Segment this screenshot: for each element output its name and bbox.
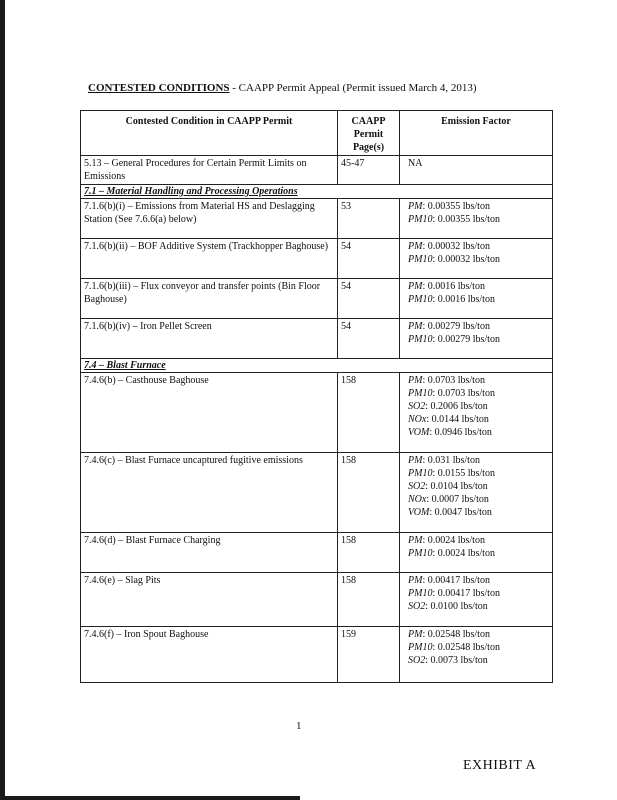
pollutant-label: PM (408, 575, 423, 586)
factor-value: : 0.0155 lbs/ton (432, 468, 495, 479)
factor-value: : 0.00355 lbs/ton (422, 201, 490, 212)
header-condition: Contested Condition in CAAPP Permit (81, 111, 338, 156)
factor-value: : 0.0946 lbs/ton (429, 427, 492, 438)
table-header-row (81, 111, 553, 156)
pollutant-label: PM (408, 201, 423, 212)
factor-line (408, 400, 549, 413)
header-pages: CAAPP Permit Page(s) (338, 111, 400, 156)
condition-cell: 7.1.6(b)(ii) – BOF Additive System (Trackhopper Baghouse) (81, 239, 338, 279)
pages-cell: 158 (338, 573, 400, 627)
scan-left-edge (0, 0, 5, 800)
pollutant-label: PM (408, 375, 423, 386)
section-row (81, 185, 553, 199)
factor-value: : 0.0073 lbs/ton (425, 655, 488, 666)
factor-value: : 0.0016 lbs/ton (432, 294, 495, 305)
factor-line (408, 467, 549, 480)
factor-cell (400, 573, 553, 627)
pollutant-label: SO2 (408, 401, 426, 412)
pollutant-label: PM (408, 241, 423, 252)
factor-line (408, 387, 549, 400)
factor-line (408, 374, 549, 387)
factor-line (408, 426, 549, 439)
factor-line (408, 506, 549, 519)
factor-line (408, 320, 549, 333)
exhibit-label: EXHIBIT A (463, 758, 537, 773)
pollutant-label: NOx (408, 414, 427, 425)
factor-value: : 0.00417 lbs/ton (422, 575, 490, 586)
table-row (81, 156, 553, 185)
pollutant-label: PM (408, 281, 423, 292)
pollutant-label: VOM (408, 507, 430, 518)
factor-cell (400, 373, 553, 453)
pollutant-label: PM10 (408, 588, 433, 599)
pages-cell: 158 (338, 533, 400, 573)
section-title: 7.4 – Blast Furnace (81, 359, 553, 373)
factor-cell (400, 533, 553, 573)
factor-line (408, 628, 549, 641)
factor-line (408, 413, 549, 426)
condition-cell: 7.4.6(e) – Slag Pits (81, 573, 338, 627)
pollutant-label: PM10 (408, 388, 433, 399)
condition-cell: 7.1.6(b)(i) – Emissions from Material HS and Deslagging Station (See 7.6.6(a) below) (81, 199, 338, 239)
factor-line (408, 493, 549, 506)
factor-value: : 0.00279 lbs/ton (422, 321, 490, 332)
pollutant-label: SO2 (408, 601, 426, 612)
factor-value: : 0.0703 lbs/ton (422, 375, 485, 386)
factor-line (408, 253, 549, 266)
document-heading (88, 82, 477, 94)
condition-cell: 7.1.6(b)(iv) – Iron Pellet Screen (81, 319, 338, 359)
pages-cell: 54 (338, 319, 400, 359)
factor-line (408, 480, 549, 493)
section-row (81, 359, 553, 373)
pollutant-label: PM10 (408, 214, 433, 225)
factor-value: : 0.00355 lbs/ton (432, 214, 500, 225)
factor-cell (400, 627, 553, 683)
factor-cell (400, 319, 553, 359)
factor-value: : 0.0100 lbs/ton (425, 601, 488, 612)
pollutant-label: VOM (408, 427, 430, 438)
pollutant-label: PM (408, 629, 423, 640)
factor-line (408, 547, 549, 560)
condition-cell: 7.4.6(d) – Blast Furnace Charging (81, 533, 338, 573)
pollutant-label: SO2 (408, 481, 426, 492)
pages-cell: 158 (338, 373, 400, 453)
factor-line (408, 240, 549, 253)
factor-line (408, 600, 549, 613)
pages-cell: 53 (338, 199, 400, 239)
factor-line (408, 213, 549, 226)
factor-line (408, 587, 549, 600)
factor-line (408, 654, 549, 667)
factor-line (408, 200, 549, 213)
pollutant-label: PM10 (408, 642, 433, 653)
condition-cell: 7.1.6(b)(iii) – Flux conveyor and transfer points (Bin Floor Baghouse) (81, 279, 338, 319)
pollutant-label: NOx (408, 494, 427, 505)
factor-line (408, 534, 549, 547)
factor-line (408, 641, 549, 654)
factor-line (408, 293, 549, 306)
table-row (81, 319, 553, 359)
factor-value: : 0.00417 lbs/ton (432, 588, 500, 599)
section-title: 7.1 – Material Handling and Processing Operations (81, 185, 553, 199)
pages-cell: 158 (338, 453, 400, 533)
factor-cell (400, 199, 553, 239)
factor-value: : 0.2006 lbs/ton (425, 401, 488, 412)
table-row (81, 533, 553, 573)
factor-cell (400, 279, 553, 319)
factor-line (408, 574, 549, 587)
header-emission-factor: Emission Factor (400, 111, 553, 156)
factor-line (408, 333, 549, 346)
table-row (81, 573, 553, 627)
pollutant-label: PM (408, 455, 423, 466)
pollutant-label: PM10 (408, 294, 433, 305)
contested-conditions-table (80, 110, 553, 683)
factor-value: : 0.02548 lbs/ton (432, 642, 500, 653)
factor-value: : 0.031 lbs/ton (422, 455, 480, 466)
factor-value: : 0.0024 lbs/ton (422, 535, 485, 546)
factor-line (408, 280, 549, 293)
pollutant-label: SO2 (408, 655, 426, 666)
pollutant-label: PM10 (408, 468, 433, 479)
pollutant-label: PM10 (408, 254, 433, 265)
factor-value: : 0.02548 lbs/ton (422, 629, 490, 640)
factor-value: : 0.0104 lbs/ton (425, 481, 488, 492)
pages-cell: 45-47 (338, 156, 400, 185)
table-row (81, 239, 553, 279)
factor-cell: NA (400, 156, 553, 185)
factor-value: : 0.00032 lbs/ton (422, 241, 490, 252)
pages-cell: 54 (338, 279, 400, 319)
table-row (81, 373, 553, 453)
factor-cell (400, 453, 553, 533)
heading-lead: CONTESTED CONDITIONS (88, 82, 230, 94)
pages-cell: 159 (338, 627, 400, 683)
condition-cell: 7.4.6(c) – Blast Furnace uncaptured fugitive emissions (81, 453, 338, 533)
factor-value: : 0.0024 lbs/ton (432, 548, 495, 559)
factor-value: : 0.0047 lbs/ton (429, 507, 492, 518)
pollutant-label: PM10 (408, 548, 433, 559)
page-number: 1 (296, 720, 302, 732)
factor-cell (400, 239, 553, 279)
table-row (81, 279, 553, 319)
factor-value: : 0.0007 lbs/ton (426, 494, 489, 505)
pollutant-label: PM (408, 321, 423, 332)
factor-value: : 0.0016 lbs/ton (422, 281, 485, 292)
condition-cell: 7.4.6(b) – Casthouse Baghouse (81, 373, 338, 453)
heading-rest: - CAAPP Permit Appeal (Permit issued March 4, 2013) (229, 82, 477, 94)
table-row (81, 199, 553, 239)
factor-value: : 0.00032 lbs/ton (432, 254, 500, 265)
factor-value: : 0.0703 lbs/ton (432, 388, 495, 399)
table-row (81, 453, 553, 533)
factor-line (408, 454, 549, 467)
scan-bottom-edge (0, 796, 300, 800)
table-row (81, 627, 553, 683)
condition-cell: 5.13 – General Procedures for Certain Permit Limits on Emissions (81, 156, 338, 185)
factor-value: : 0.00279 lbs/ton (432, 334, 500, 345)
pages-cell: 54 (338, 239, 400, 279)
condition-cell: 7.4.6(f) – Iron Spout Baghouse (81, 627, 338, 683)
factor-value: : 0.0144 lbs/ton (426, 414, 489, 425)
pollutant-label: PM10 (408, 334, 433, 345)
pollutant-label: PM (408, 535, 423, 546)
